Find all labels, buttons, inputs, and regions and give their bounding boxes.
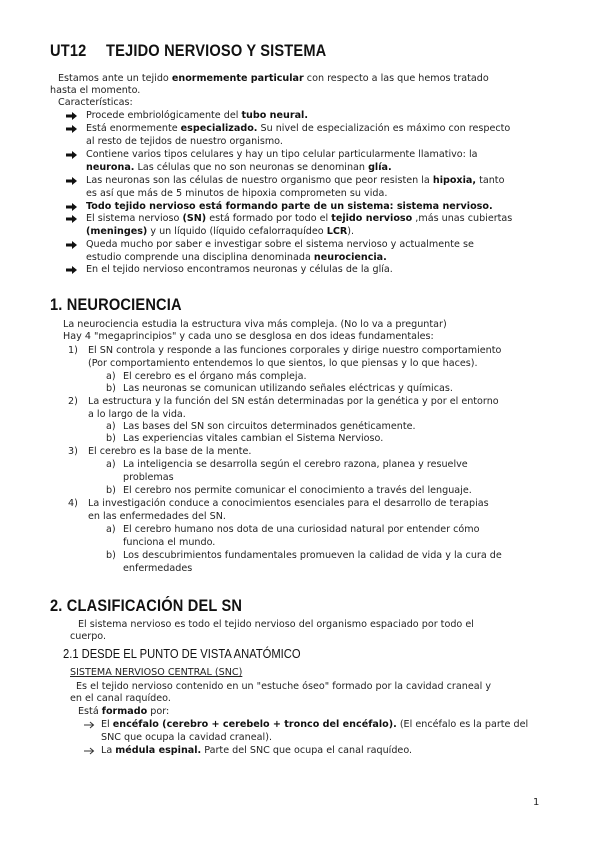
sub-item-line: El cerebro es el órgano más compleja. [123,371,307,382]
sub-item-line: El cerebro nos permite comunicar el conocimiento a través del lenguaje. [123,485,472,496]
sub-item-line: Las neuronas se comunican utilizando señales eléctricas y químicas. [123,383,453,394]
bullet-line: al resto de tejidos de nuestro organismo. [86,135,283,147]
thin-arrow-icon [84,747,95,755]
sub-item-line: Las bases del SN son circuitos determinados genéticamente. [123,421,416,432]
principle-line: (Por comportamiento entendemos lo que sientos, lo que piensas y lo que haces). [88,357,478,369]
thin-arrow-icon [84,721,95,729]
arrow-bullet-icon [66,241,77,249]
section-2-p1: El sistema nervioso es todo el tejido nervioso del organismo espaciado por todo el [78,619,474,630]
section-1-heading: 1. NEUROCIENCIA [50,295,182,314]
principle-line: La estructura y la función del SN están determinadas por la genética y por el entorno [88,396,499,407]
intro-line-2: hasta el momento. [50,85,141,96]
principle-line: en las enfermedades del SN. [88,510,226,522]
snc-title: SISTEMA NERVIOSO CENTRAL (SNC) [70,667,243,678]
bullet-line: Procede embriológicamente del tubo neural. [86,110,308,121]
sub-item-letter: a) [106,371,116,382]
arrow-bullet-icon [66,177,77,185]
principle-number: 2) [68,396,78,407]
bullet-line: es así que más de 5 minutos de hipoxia comprometen su vida. [86,187,388,199]
snc-p1b: en el canal raquídeo. [70,693,171,704]
principle-number: 1) [68,345,78,356]
bullet-line: Queda mucho por saber e investigar sobre el sistema nervioso y actualmente se [86,239,474,250]
sub-item-letter: b) [106,550,116,561]
bullet-line: Está enormemente especializado. Su nivel de especialización es máximo con respecto [86,123,511,134]
bullet-line: estudio comprende una disciplina denominada neurociencia. [86,251,387,263]
bullet-line: Contiene varios tipos celulares y hay un tipo celular particularmente llamativo: la [86,149,478,160]
arrow-bullet-icon [66,203,77,211]
subsection-2-1-heading: 2.1 DESDE EL PUNTO DE VISTA ANATÓMICO [63,646,301,661]
snc-p1: Es el tejido nervioso contenido en un "estuche óseo" formado por la cavidad craneal y [76,681,491,692]
principle-number: 4) [68,498,78,509]
sub-item-line: funciona el mundo. [123,536,216,548]
section-1-p2: Hay 4 "megaprincipios" y cada uno se desglosa en dos ideas fundamentales: [63,331,434,342]
principle-number: 3) [68,446,78,457]
principle-line: a lo largo de la vida. [88,408,186,420]
intro-line-1: Estamos ante un tejido enormemente particular con respecto a las que hemos tratado [58,73,489,84]
sub-item-line: enfermedades [123,562,193,574]
arrow-bullet-icon [66,215,77,223]
sub-item-line: problemas [123,471,174,483]
snc-part-line: La médula espinal. Parte del SNC que ocupa el canal raquídeo. [101,745,413,756]
bullet-line: (meninges) y un líquido (líquido cefalorraquídeo LCR). [86,225,355,237]
characteristics-label: Características: [58,97,133,108]
formado-line: Está formado por: [78,706,170,717]
snc-part-line: SNC que ocupa la cavidad craneal). [101,731,272,743]
arrow-bullet-icon [66,151,77,159]
sub-item-letter: b) [106,485,116,496]
arrow-bullet-icon [66,112,77,120]
principle-line: El cerebro es la base de la mente. [88,446,252,457]
section-1-p1: La neurociencia estudia la estructura viva más compleja. (No lo va a preguntar) [63,319,447,330]
sub-item-line: Las experiencias vitales cambian el Sistema Nervioso. [123,433,384,444]
section-2-heading: 2. CLASIFICACIÓN DEL SN [50,596,243,615]
sub-item-letter: a) [106,459,116,470]
sub-item-line: El cerebro humano nos dota de una curiosidad natural por entender cómo [123,524,480,535]
sub-item-letter: a) [106,524,116,535]
snc-part-line: El encéfalo (cerebro + cerebelo + tronco del encéfalo). (El encéfalo es la parte del [101,719,529,730]
bullet-line: Las neuronas son las células de nuestro organismo que peor resisten la hipoxia, tanto [86,175,505,186]
section-2-p1b: cuerpo. [70,631,107,642]
sub-item-line: Los descubrimientos fundamentales promueven la calidad de vida y la cura de [123,550,502,561]
sub-item-letter: b) [106,433,116,444]
bullet-line: El sistema nervioso (SN) está formado por todo el tejido nervioso ,más unas cubiertas [86,213,513,224]
principle-line: La investigación conduce a conocimientos esenciales para el desarrollo de terapias [88,498,489,509]
document-title: TEJIDO NERVIOSO Y SISTEMA [106,41,327,60]
sub-item-letter: b) [106,383,116,394]
unit-code: UT12 [50,41,87,60]
page-number: 1 [533,797,540,808]
bullet-line: Todo tejido nervioso está formando parte de un sistema: sistema nervioso. [86,201,493,212]
sub-item-line: La inteligencia se desarrolla según el cerebro razona, planea y resuelve [123,459,468,470]
arrow-bullet-icon [66,125,77,133]
bullet-line: En el tejido nervioso encontramos neuronas y células de la glía. [86,264,393,275]
bullet-line: neurona. Las células que no son neuronas se denominan glía. [86,161,392,173]
arrow-bullet-icon [66,266,77,274]
principle-line: El SN controla y responde a las funciones corporales y dirige nuestro comportamiento [88,345,502,356]
sub-item-letter: a) [106,421,116,432]
